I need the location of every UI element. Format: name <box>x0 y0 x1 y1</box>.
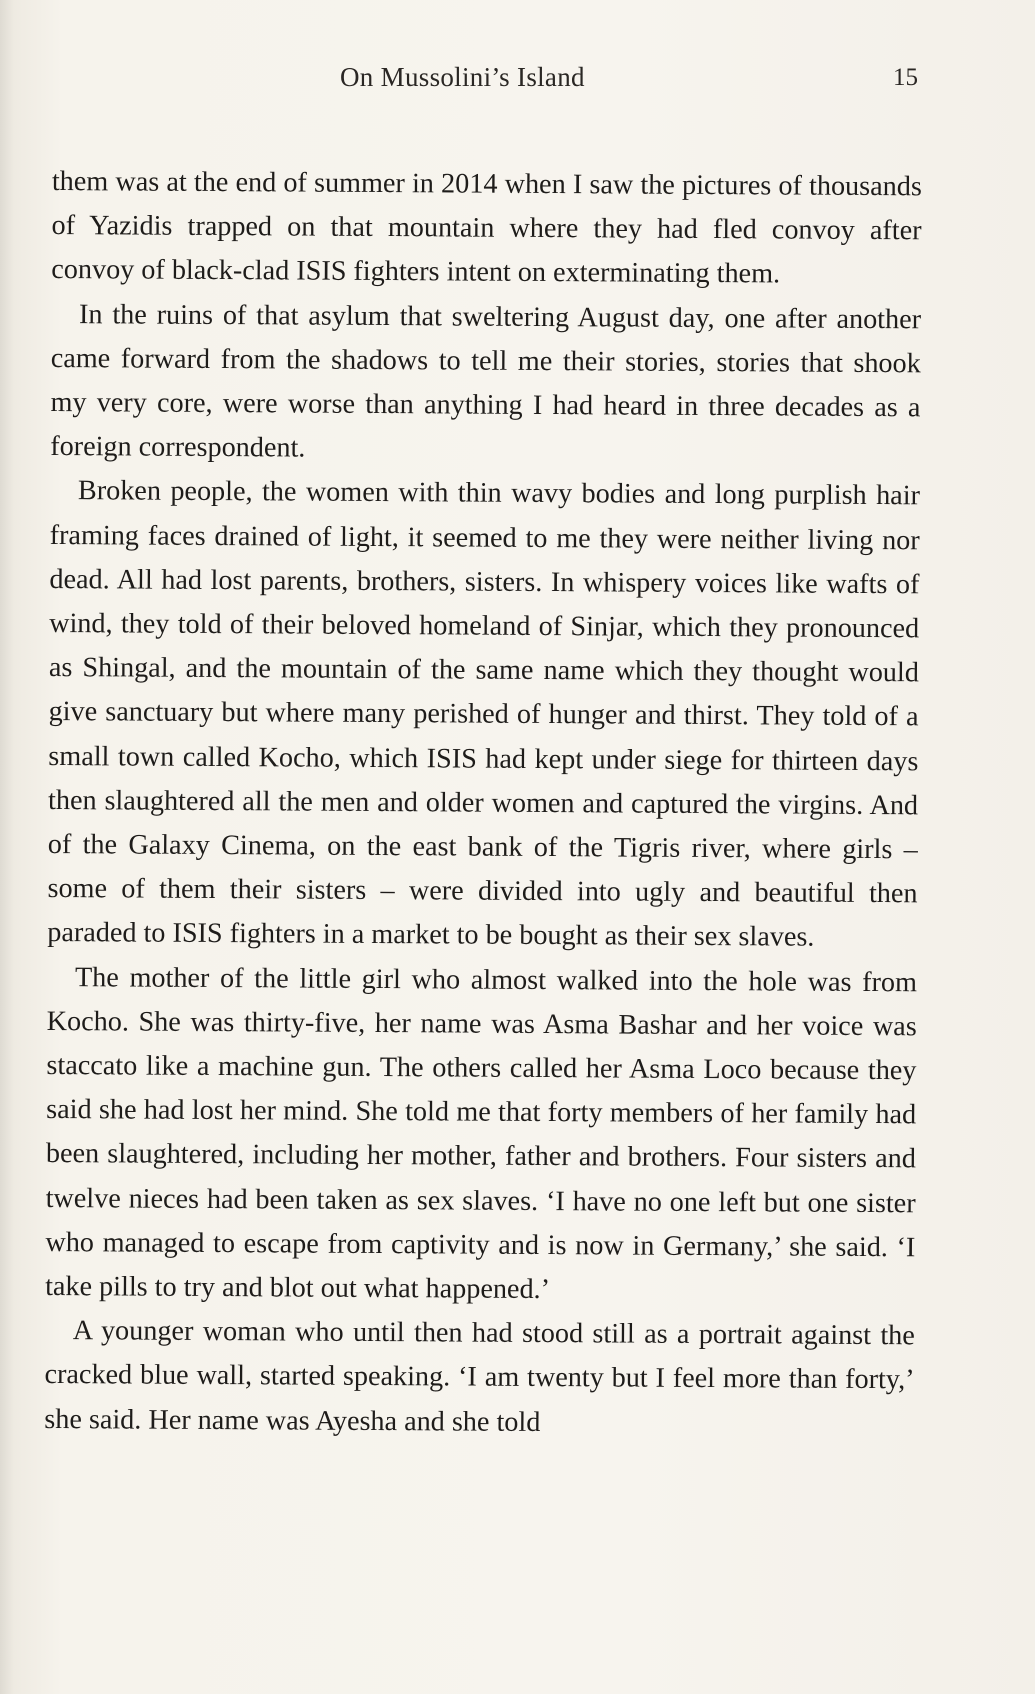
page-number: 15 <box>893 64 918 91</box>
gutter-shadow <box>0 0 14 1694</box>
body-text <box>44 160 922 1447</box>
paragraph-4: The mother of the little girl who almost walked into the hole was from Kocho. She was thirty-five, her name was Asma Bashar and her voice was staccato like a machine gun. The others called her Asma Loco because they said she had lost her mind. She told me that forty members of her family had been slaughtered, including her mother, father and brothers. Four sisters and twelve nieces had been taken as sex slaves. ‘I have no one left but one sister who managed to escape from captivity and is now in Germany,’ she said. ‘I take pills to try and blot out what happened.’ <box>45 961 918 1306</box>
paragraph-3: Broken people, the women with thin wavy bodies and long purplish hair framing faces drained of light, it seemed to me they were neither living nor dead. All had lost parents, brothers, sisters. In whispery voices like wafts of wind, they told of their beloved homeland of Sinjar, which they pronounced as Shingal, and the mountain of the same name which they thought would give sanctuary but where many perished of hunger and thirst. They told of a small town called Kocho, which ISIS had kept under siege for thirteen days then slaughtered all the men and older women and captured the virgins. And of the Galaxy Cinema, on the east bank of the Tigris river, where girls – some of them their sisters – were divided into ugly and beautiful then paraded to ISIS fighters in a market to be bought as their sex slaves. <box>47 475 921 954</box>
paragraph-2: In the ruins of that asylum that sweltering August day, one after another came forward from the shadows to tell me their stories, stories that shook my very core, were worse than anything I had heard in three decades as a foreign correspondent. <box>50 298 922 464</box>
paragraph-1: them was at the end of summer in 2014 when I saw the pictures of thousands of Yazidis trapped on that mountain where they had fled convoy after convoy of black-clad ISIS fighters intent on exterminating them. <box>51 165 922 290</box>
paragraph-5: A younger woman who until then had stood still as a portrait against the cracked blue wall, started speaking. ‘I am twenty but I feel more than forty,’ she said. Her name was Ayesha and she told <box>44 1315 915 1438</box>
running-head-title: On Mussolini’s Island <box>340 62 585 92</box>
